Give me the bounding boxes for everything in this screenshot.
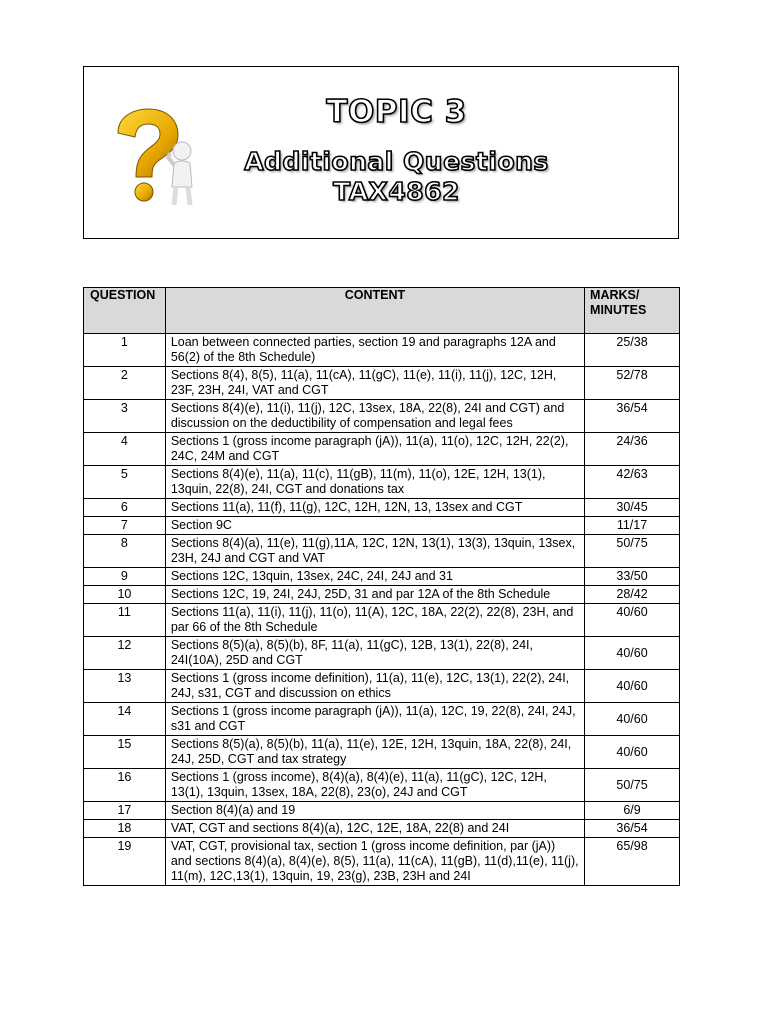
marks-minutes: 40/60 xyxy=(585,637,680,670)
question-content: Sections 11(a), 11(f), 11(g), 12C, 12H, 12N, 13, 13sex and CGT xyxy=(165,499,584,517)
title-block xyxy=(234,91,559,207)
marks-minutes: 42/63 xyxy=(585,466,680,499)
question-content: Sections 8(4)(e), 11(a), 11(c), 11(gB), 11(m), 11(o), 12E, 12H, 13(1), 13quin, 22(8), 24I, CGT and donations tax xyxy=(165,466,584,499)
question-content: Section 8(4)(a) and 19 xyxy=(165,802,584,820)
marks-minutes: 52/78 xyxy=(585,367,680,400)
table-row xyxy=(84,367,680,400)
marks-minutes: 6/9 xyxy=(585,802,680,820)
question-number: 18 xyxy=(84,820,166,838)
topic-title: TOPIC 3 xyxy=(326,94,467,130)
marks-minutes: 40/60 xyxy=(585,703,680,736)
marks-column-header: MARKS/ MINUTES xyxy=(585,288,680,334)
marks-minutes: 50/75 xyxy=(585,769,680,802)
table-row xyxy=(84,535,680,568)
question-number: 6 xyxy=(84,499,166,517)
question-content: Sections 8(5)(a), 8(5)(b), 11(a), 11(e), 12E, 12H, 13quin, 18A, 22(8), 24I, 24J, 25D, CGT and tax strategy xyxy=(165,736,584,769)
question-number: 12 xyxy=(84,637,166,670)
marks-minutes: 33/50 xyxy=(585,568,680,586)
question-content: VAT, CGT and sections 8(4)(a), 12C, 12E, 18A, 22(8) and 24I xyxy=(165,820,584,838)
question-content: VAT, CGT, provisional tax, section 1 (gross income definition, par (jA)) and sections 8(4)(a), 8(4)(e), 8(5), 11(a), 11(cA), 11(gB), 11(d),11(e), 11(j), 11(m), 12C,13(1), 13quin, 19, 23(g), 23B, 23H and 24I xyxy=(165,838,584,886)
question-content: Sections 1 (gross income definition), 11(a), 11(e), 12C, 13(1), 22(2), 24I, 24J, s31, CGT and discussion on ethics xyxy=(165,670,584,703)
table-row xyxy=(84,838,680,886)
question-content: Sections 1 (gross income paragraph (jA)), 11(a), 12C, 19, 22(8), 24I, 24J, s31 and CGT xyxy=(165,703,584,736)
marks-minutes: 30/45 xyxy=(585,499,680,517)
table-row xyxy=(84,517,680,535)
marks-minutes: 40/60 xyxy=(585,670,680,703)
table-row xyxy=(84,637,680,670)
question-number: 13 xyxy=(84,670,166,703)
marks-minutes: 36/54 xyxy=(585,400,680,433)
question-content: Sections 11(a), 11(i), 11(j), 11(o), 11(A), 12C, 18A, 22(2), 22(8), 23H, and par 66 of the 8th Schedule xyxy=(165,604,584,637)
table-row xyxy=(84,499,680,517)
table-row xyxy=(84,769,680,802)
marks-minutes: 36/54 xyxy=(585,820,680,838)
question-number: 7 xyxy=(84,517,166,535)
table-row xyxy=(84,604,680,637)
question-content: Sections 8(4)(e), 11(i), 11(j), 12C, 13sex, 18A, 22(8), 24I and CGT) and discussion on the deductibility of compensation and legal fees xyxy=(165,400,584,433)
table-row xyxy=(84,736,680,769)
content-column-header: CONTENT xyxy=(165,288,584,334)
marks-minutes: 28/42 xyxy=(585,586,680,604)
question-content: Section 9C xyxy=(165,517,584,535)
table-row xyxy=(84,703,680,736)
questions-table xyxy=(83,287,680,886)
question-content: Sections 12C, 19, 24I, 24J, 25D, 31 and par 12A of the 8th Schedule xyxy=(165,586,584,604)
title-banner xyxy=(83,66,679,239)
table-row xyxy=(84,586,680,604)
question-number: 3 xyxy=(84,400,166,433)
question-number: 10 xyxy=(84,586,166,604)
course-code: TAX4862 xyxy=(333,177,460,206)
question-number: 1 xyxy=(84,334,166,367)
marks-minutes: 65/98 xyxy=(585,838,680,886)
table-row xyxy=(84,466,680,499)
marks-minutes: 50/75 xyxy=(585,535,680,568)
question-content: Loan between connected parties, section 19 and paragraphs 12A and 56(2) of the 8th Schedule) xyxy=(165,334,584,367)
question-number: 17 xyxy=(84,802,166,820)
question-mark-figure-icon xyxy=(110,107,206,207)
table-row xyxy=(84,670,680,703)
question-content: Sections 8(5)(a), 8(5)(b), 8F, 11(a), 11(gC), 12B, 13(1), 22(8), 24I, 24I(10A), 25D and CGT xyxy=(165,637,584,670)
question-number: 16 xyxy=(84,769,166,802)
table-row xyxy=(84,334,680,367)
marks-minutes: 11/17 xyxy=(585,517,680,535)
table-row xyxy=(84,820,680,838)
marks-minutes: 40/60 xyxy=(585,736,680,769)
question-number: 9 xyxy=(84,568,166,586)
question-number: 2 xyxy=(84,367,166,400)
table-row xyxy=(84,400,680,433)
question-number: 5 xyxy=(84,466,166,499)
question-content: Sections 8(4), 8(5), 11(a), 11(cA), 11(gC), 11(e), 11(i), 11(j), 12C, 12H, 23F, 23H, 24I, VAT and CGT xyxy=(165,367,584,400)
table-row xyxy=(84,433,680,466)
marks-minutes: 25/38 xyxy=(585,334,680,367)
question-content: Sections 8(4)(a), 11(e), 11(g),11A, 12C, 12N, 13(1), 13(3), 13quin, 13sex, 23H, 24J and CGT and VAT xyxy=(165,535,584,568)
question-number: 8 xyxy=(84,535,166,568)
question-column-header: QUESTION xyxy=(84,288,166,334)
question-number: 19 xyxy=(84,838,166,886)
question-content: Sections 12C, 13quin, 13sex, 24C, 24I, 24J and 31 xyxy=(165,568,584,586)
marks-minutes: 24/36 xyxy=(585,433,680,466)
marks-minutes: 40/60 xyxy=(585,604,680,637)
table-row xyxy=(84,802,680,820)
table-header-row xyxy=(84,288,680,334)
table-row xyxy=(84,568,680,586)
question-number: 4 xyxy=(84,433,166,466)
question-number: 14 xyxy=(84,703,166,736)
subtitle: Additional Questions xyxy=(244,147,549,176)
question-number: 15 xyxy=(84,736,166,769)
question-content: Sections 1 (gross income paragraph (jA)), 11(a), 11(o), 12C, 12H, 22(2), 24C, 24M and CGT xyxy=(165,433,584,466)
question-number: 11 xyxy=(84,604,166,637)
question-content: Sections 1 (gross income), 8(4)(a), 8(4)(e), 11(a), 11(gC), 12C, 12H, 13(1), 13quin, 13sex, 18A, 22(8), 23(o), 24J and CGT xyxy=(165,769,584,802)
